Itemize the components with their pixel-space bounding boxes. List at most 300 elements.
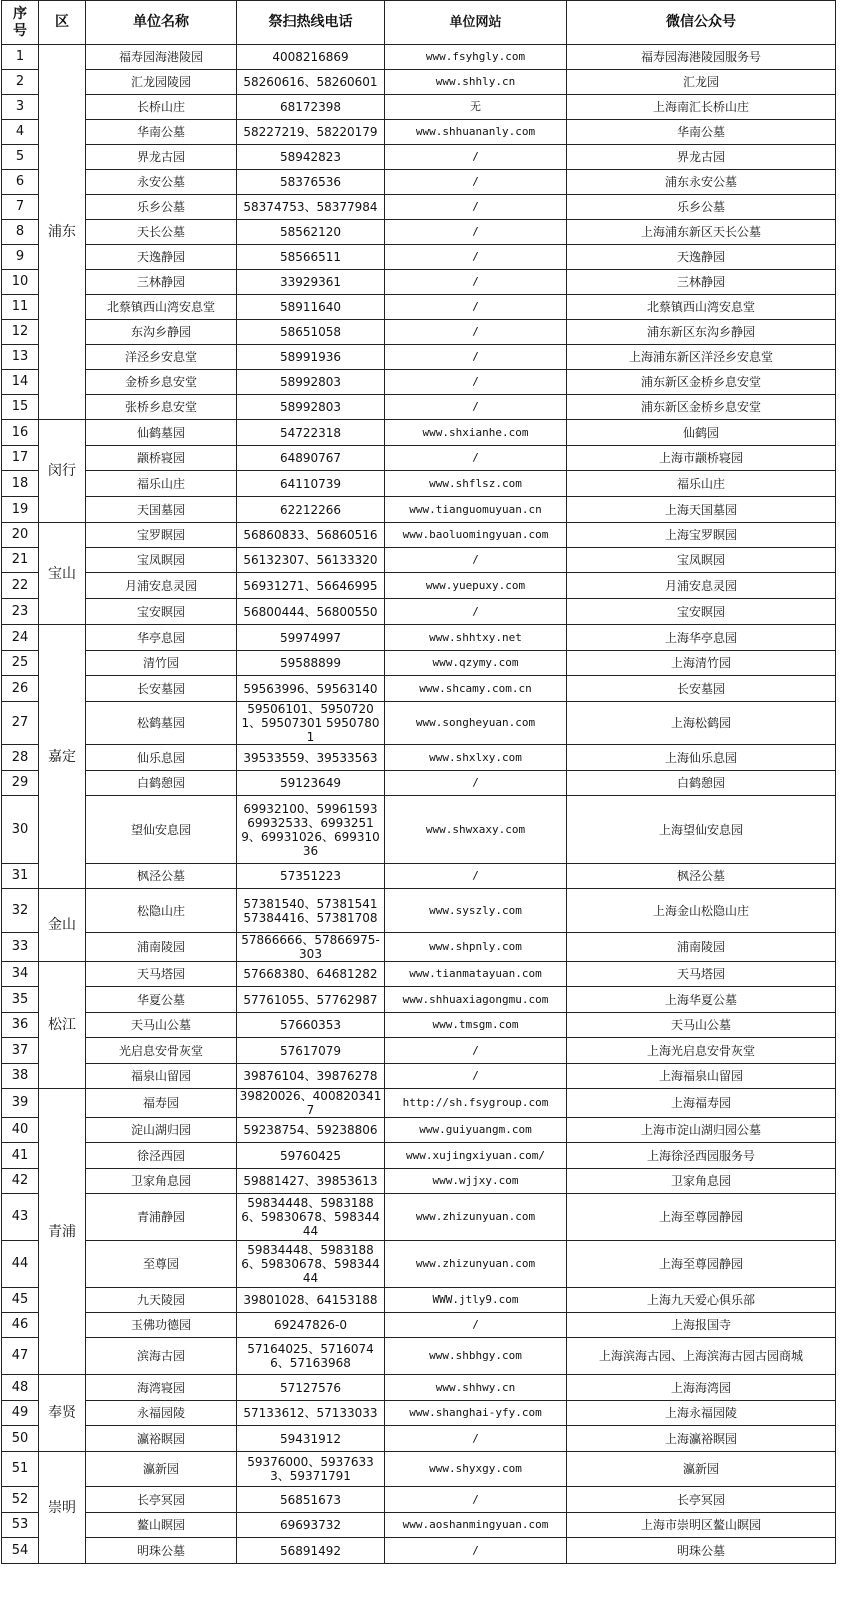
wechat-account: 上海至尊园静园	[567, 1194, 836, 1241]
wechat-account: 上海浦东新区天长公墓	[567, 220, 836, 245]
unit-name: 华南公墓	[86, 120, 237, 145]
unit-website: www.tianmatayuan.com	[385, 962, 567, 987]
row-index: 52	[2, 1487, 39, 1513]
unit-website: www.xujingxiyuan.com/	[385, 1143, 567, 1169]
unit-name: 福寿园	[86, 1089, 237, 1118]
district-cell: 崇明	[39, 1452, 86, 1564]
unit-name: 光启息安骨灰堂	[86, 1038, 237, 1064]
hotline-phone: 54722318	[237, 420, 385, 446]
table-row	[2, 1241, 836, 1288]
wechat-account: 浦东新区金桥乡息安堂	[567, 370, 836, 395]
hotline-phone: 59563996、59563140	[237, 676, 385, 702]
table-body	[2, 45, 836, 1564]
hotline-phone: 58227219、58220179	[237, 120, 385, 145]
row-index: 4	[2, 120, 39, 145]
row-index: 8	[2, 220, 39, 245]
table-row	[2, 523, 836, 548]
unit-website: www.zhizunyuan.com	[385, 1194, 567, 1241]
wechat-account: 上海华夏公墓	[567, 987, 836, 1013]
unit-name: 福泉山留园	[86, 1064, 237, 1089]
row-index: 33	[2, 933, 39, 962]
unit-website: www.zhizunyuan.com	[385, 1241, 567, 1288]
hotline-phone: 58566511	[237, 245, 385, 270]
table-row	[2, 933, 836, 962]
row-index: 35	[2, 987, 39, 1013]
unit-website: /	[385, 446, 567, 471]
wechat-account: 长安墓园	[567, 676, 836, 702]
row-index: 16	[2, 420, 39, 446]
table-row	[2, 599, 836, 625]
row-index: 14	[2, 370, 39, 395]
hotline-phone: 39820026、4008203417	[237, 1089, 385, 1118]
row-index: 20	[2, 523, 39, 548]
unit-name: 清竹园	[86, 651, 237, 676]
unit-name: 滨海古园	[86, 1338, 237, 1375]
unit-website: www.wjjxy.com	[385, 1169, 567, 1194]
table-row	[2, 370, 836, 395]
unit-name: 月浦安息灵园	[86, 573, 237, 599]
table-row	[2, 1487, 836, 1513]
wechat-account: 上海九天爱心俱乐部	[567, 1288, 836, 1313]
wechat-account: 上海福泉山留园	[567, 1064, 836, 1089]
row-index: 49	[2, 1401, 39, 1426]
table-row	[2, 573, 836, 599]
wechat-account: 上海市崇明区鳌山瞑园	[567, 1513, 836, 1538]
row-index: 41	[2, 1143, 39, 1169]
district-cell: 青浦	[39, 1089, 86, 1375]
wechat-account: 上海松鹤园	[567, 702, 836, 745]
hotline-phone: 58651058	[237, 320, 385, 345]
district-cell: 闵行	[39, 420, 86, 523]
unit-name: 宝罗瞑园	[86, 523, 237, 548]
wechat-account: 上海仙乐息园	[567, 745, 836, 771]
unit-website: /	[385, 145, 567, 170]
row-index: 34	[2, 962, 39, 987]
wechat-account: 浦东新区东沟乡静园	[567, 320, 836, 345]
wechat-account: 上海市颛桥寝园	[567, 446, 836, 471]
unit-name: 长桥山庄	[86, 95, 237, 120]
unit-name: 永安公墓	[86, 170, 237, 195]
wechat-account: 浦南陵园	[567, 933, 836, 962]
row-index: 45	[2, 1288, 39, 1313]
hotline-phone: 68172398	[237, 95, 385, 120]
hotline-phone: 56860833、56860516	[237, 523, 385, 548]
header-wechat: 微信公众号	[567, 1, 836, 45]
table-row	[2, 395, 836, 420]
unit-website: /	[385, 548, 567, 573]
wechat-account: 福乐山庄	[567, 471, 836, 497]
unit-name: 乐乡公墓	[86, 195, 237, 220]
unit-website: /	[385, 599, 567, 625]
row-index: 54	[2, 1538, 39, 1564]
unit-name: 天国墓园	[86, 497, 237, 523]
wechat-account: 上海至尊园静园	[567, 1241, 836, 1288]
wechat-account: 汇龙园	[567, 70, 836, 95]
unit-website: /	[385, 195, 567, 220]
hotline-phone: 59588899	[237, 651, 385, 676]
wechat-account: 卫家角息园	[567, 1169, 836, 1194]
unit-website: /	[385, 1426, 567, 1452]
unit-name: 张桥乡息安堂	[86, 395, 237, 420]
hotline-phone: 58942823	[237, 145, 385, 170]
unit-website: www.fsyhgly.com	[385, 45, 567, 70]
row-index: 3	[2, 95, 39, 120]
table-row	[2, 962, 836, 987]
row-index: 26	[2, 676, 39, 702]
table-row	[2, 1401, 836, 1426]
unit-website: /	[385, 1064, 567, 1089]
unit-name: 天长公墓	[86, 220, 237, 245]
wechat-account: 天马山公墓	[567, 1013, 836, 1038]
unit-website: http://sh.fsygroup.com	[385, 1089, 567, 1118]
hotline-phone: 59376000、59376333、59371791	[237, 1452, 385, 1487]
table-row	[2, 471, 836, 497]
table-row	[2, 1313, 836, 1338]
wechat-account: 仙鹤园	[567, 420, 836, 446]
table-row	[2, 1194, 836, 1241]
hotline-phone: 56132307、56133320	[237, 548, 385, 573]
wechat-account: 上海华亭息园	[567, 625, 836, 651]
table-row	[2, 889, 836, 933]
unit-name: 仙鹤墓园	[86, 420, 237, 446]
row-index: 1	[2, 45, 39, 70]
table-row	[2, 676, 836, 702]
wechat-account: 上海徐泾西园服务号	[567, 1143, 836, 1169]
row-index: 38	[2, 1064, 39, 1089]
row-index: 28	[2, 745, 39, 771]
unit-name: 颛桥寝园	[86, 446, 237, 471]
wechat-account: 月浦安息灵园	[567, 573, 836, 599]
hotline-phone: 57127576	[237, 1375, 385, 1401]
wechat-account: 上海滨海古园、上海滨海古园古园商城	[567, 1338, 836, 1375]
row-index: 36	[2, 1013, 39, 1038]
hotline-phone: 57351223	[237, 864, 385, 889]
table-row	[2, 1538, 836, 1564]
hotline-phone: 56931271、56646995	[237, 573, 385, 599]
unit-website: www.shanghai-yfy.com	[385, 1401, 567, 1426]
row-index: 25	[2, 651, 39, 676]
wechat-account: 上海浦东新区洋泾乡安息堂	[567, 345, 836, 370]
unit-name: 宝安瞑园	[86, 599, 237, 625]
hotline-phone: 57133612、57133033	[237, 1401, 385, 1426]
unit-website: /	[385, 370, 567, 395]
unit-website: www.shyxgy.com	[385, 1452, 567, 1487]
unit-name: 枫泾公墓	[86, 864, 237, 889]
table-row	[2, 987, 836, 1013]
unit-website: www.shwxaxy.com	[385, 796, 567, 864]
unit-website: /	[385, 320, 567, 345]
wechat-account: 上海金山松隐山庄	[567, 889, 836, 933]
hotline-phone: 69932100、59961593 69932533、69932519、69931026、69931036	[237, 796, 385, 864]
unit-website: www.guiyuangm.com	[385, 1118, 567, 1143]
unit-website: www.shbhgy.com	[385, 1338, 567, 1375]
unit-website: www.shhuaxiagongmu.com	[385, 987, 567, 1013]
wechat-account: 白鹤憩园	[567, 771, 836, 796]
hotline-phone: 57660353	[237, 1013, 385, 1038]
hotline-phone: 59834448、59831886、59830678、59834444	[237, 1194, 385, 1241]
wechat-account: 上海福寿园	[567, 1089, 836, 1118]
hotline-phone: 59760425	[237, 1143, 385, 1169]
unit-name: 海湾寝园	[86, 1375, 237, 1401]
unit-website: www.shcamy.com.cn	[385, 676, 567, 702]
wechat-account: 上海瀛裕瞑园	[567, 1426, 836, 1452]
unit-website: /	[385, 170, 567, 195]
unit-name: 界龙古园	[86, 145, 237, 170]
hotline-phone: 57761055、57762987	[237, 987, 385, 1013]
hotline-phone: 4008216869	[237, 45, 385, 70]
unit-name: 金桥乡息安堂	[86, 370, 237, 395]
hotline-phone: 58562120	[237, 220, 385, 245]
unit-name: 瀛裕瞑园	[86, 1426, 237, 1452]
table-row	[2, 170, 836, 195]
hotline-phone: 59974997	[237, 625, 385, 651]
hotline-phone: 56851673	[237, 1487, 385, 1513]
row-index: 30	[2, 796, 39, 864]
unit-name: 福乐山庄	[86, 471, 237, 497]
unit-website: www.shhtxy.net	[385, 625, 567, 651]
table-row	[2, 446, 836, 471]
unit-name: 浦南陵园	[86, 933, 237, 962]
row-index: 47	[2, 1338, 39, 1375]
unit-website: /	[385, 1538, 567, 1564]
wechat-account: 乐乡公墓	[567, 195, 836, 220]
unit-website: www.tianguomuyuan.cn	[385, 497, 567, 523]
unit-name: 汇龙园陵园	[86, 70, 237, 95]
unit-name: 松鹤墓园	[86, 702, 237, 745]
unit-website: www.shhuananly.com	[385, 120, 567, 145]
wechat-account: 天马塔园	[567, 962, 836, 987]
hotline-phone: 59834448、59831886、59830678、59834444	[237, 1241, 385, 1288]
wechat-account: 上海清竹园	[567, 651, 836, 676]
hotline-phone: 57866666、57866975-303	[237, 933, 385, 962]
table-row	[2, 345, 836, 370]
table-row	[2, 1089, 836, 1118]
header-phone: 祭扫热线电话	[237, 1, 385, 45]
header-row	[2, 1, 836, 45]
unit-website: www.syszly.com	[385, 889, 567, 933]
table-row	[2, 1064, 836, 1089]
unit-name: 青浦静园	[86, 1194, 237, 1241]
wechat-account: 北蔡镇西山湾安息堂	[567, 295, 836, 320]
unit-name: 长亭冥园	[86, 1487, 237, 1513]
hotline-phone: 69693732	[237, 1513, 385, 1538]
hotline-phone: 39533559、39533563	[237, 745, 385, 771]
row-index: 11	[2, 295, 39, 320]
unit-name: 徐泾西园	[86, 1143, 237, 1169]
wechat-account: 上海天国墓园	[567, 497, 836, 523]
wechat-account: 界龙古园	[567, 145, 836, 170]
row-index: 19	[2, 497, 39, 523]
row-index: 9	[2, 245, 39, 270]
hotline-phone: 39801028、64153188	[237, 1288, 385, 1313]
unit-website: www.shpnly.com	[385, 933, 567, 962]
row-index: 32	[2, 889, 39, 933]
row-index: 37	[2, 1038, 39, 1064]
unit-website: www.aoshanmingyuan.com	[385, 1513, 567, 1538]
hotline-phone: 62212266	[237, 497, 385, 523]
unit-name: 淀山湖归园	[86, 1118, 237, 1143]
hotline-phone: 58376536	[237, 170, 385, 195]
unit-website: /	[385, 1313, 567, 1338]
hotline-phone: 57381540、57381541 57384416、57381708	[237, 889, 385, 933]
unit-name: 玉佛功德园	[86, 1313, 237, 1338]
wechat-account: 上海宝罗瞑园	[567, 523, 836, 548]
hotline-phone: 58991936	[237, 345, 385, 370]
unit-website: WWW.jtly9.com	[385, 1288, 567, 1313]
table-row	[2, 1143, 836, 1169]
wechat-account: 上海海湾园	[567, 1375, 836, 1401]
hotline-phone: 58992803	[237, 370, 385, 395]
table-row	[2, 70, 836, 95]
row-index: 17	[2, 446, 39, 471]
unit-website: /	[385, 270, 567, 295]
hotline-phone: 58992803	[237, 395, 385, 420]
row-index: 24	[2, 625, 39, 651]
unit-website: /	[385, 345, 567, 370]
unit-name: 至尊园	[86, 1241, 237, 1288]
unit-name: 仙乐息园	[86, 745, 237, 771]
row-index: 29	[2, 771, 39, 796]
district-cell: 嘉定	[39, 625, 86, 889]
header-name: 单位名称	[86, 1, 237, 45]
table-row	[2, 45, 836, 70]
row-index: 31	[2, 864, 39, 889]
row-index: 46	[2, 1313, 39, 1338]
row-index: 15	[2, 395, 39, 420]
table-row	[2, 625, 836, 651]
row-index: 51	[2, 1452, 39, 1487]
table-row	[2, 420, 836, 446]
table-row	[2, 1038, 836, 1064]
table-row	[2, 796, 836, 864]
row-index: 21	[2, 548, 39, 573]
row-index: 22	[2, 573, 39, 599]
table-row	[2, 1118, 836, 1143]
unit-name: 天逸静园	[86, 245, 237, 270]
table-row	[2, 745, 836, 771]
table-row	[2, 1426, 836, 1452]
row-index: 6	[2, 170, 39, 195]
unit-website: www.tmsgm.com	[385, 1013, 567, 1038]
unit-name: 望仙安息园	[86, 796, 237, 864]
row-index: 39	[2, 1089, 39, 1118]
row-index: 44	[2, 1241, 39, 1288]
unit-name: 松隐山庄	[86, 889, 237, 933]
table-row	[2, 270, 836, 295]
unit-website: www.yuepuxy.com	[385, 573, 567, 599]
row-index: 23	[2, 599, 39, 625]
header-index: 序号	[2, 1, 39, 45]
row-index: 50	[2, 1426, 39, 1452]
hotline-phone: 57164025、57160746、57163968	[237, 1338, 385, 1375]
unit-name: 白鹤憩园	[86, 771, 237, 796]
unit-name: 瀛新园	[86, 1452, 237, 1487]
header-district: 区	[39, 1, 86, 45]
table-row	[2, 245, 836, 270]
hotline-phone: 57668380、64681282	[237, 962, 385, 987]
table-row	[2, 497, 836, 523]
row-index: 18	[2, 471, 39, 497]
hotline-phone: 64890767	[237, 446, 385, 471]
table-row	[2, 120, 836, 145]
table-row	[2, 771, 836, 796]
unit-name: 长安墓园	[86, 676, 237, 702]
hotline-phone: 59881427、39853613	[237, 1169, 385, 1194]
hotline-phone: 33929361	[237, 270, 385, 295]
unit-website: /	[385, 1038, 567, 1064]
unit-name: 华夏公墓	[86, 987, 237, 1013]
table-row	[2, 1338, 836, 1375]
unit-website: /	[385, 1487, 567, 1513]
unit-name: 鳌山瞑园	[86, 1513, 237, 1538]
row-index: 27	[2, 702, 39, 745]
unit-website: /	[385, 771, 567, 796]
unit-name: 天马山公墓	[86, 1013, 237, 1038]
unit-name: 华亭息园	[86, 625, 237, 651]
hotline-phone: 59506101、59507201、59507301 59507801	[237, 702, 385, 745]
wechat-account: 上海光启息安骨灰堂	[567, 1038, 836, 1064]
unit-website: www.qzymy.com	[385, 651, 567, 676]
hotline-phone: 64110739	[237, 471, 385, 497]
table-row	[2, 1452, 836, 1487]
wechat-account: 天逸静园	[567, 245, 836, 270]
table-row	[2, 651, 836, 676]
table-row	[2, 1169, 836, 1194]
unit-name: 福寿园海港陵园	[86, 45, 237, 70]
wechat-account: 上海市淀山湖归园公墓	[567, 1118, 836, 1143]
wechat-account: 上海望仙安息园	[567, 796, 836, 864]
row-index: 53	[2, 1513, 39, 1538]
hotline-phone: 39876104、39876278	[237, 1064, 385, 1089]
wechat-account: 宝安瞑园	[567, 599, 836, 625]
row-index: 40	[2, 1118, 39, 1143]
table-row	[2, 320, 836, 345]
wechat-account: 上海报国寺	[567, 1313, 836, 1338]
wechat-account: 宝凤瞑园	[567, 548, 836, 573]
wechat-account: 浦东永安公墓	[567, 170, 836, 195]
hotline-phone: 58911640	[237, 295, 385, 320]
hotline-phone: 58260616、58260601	[237, 70, 385, 95]
wechat-account: 福寿园海港陵园服务号	[567, 45, 836, 70]
unit-website: 无	[385, 95, 567, 120]
wechat-account: 明珠公墓	[567, 1538, 836, 1564]
unit-name: 宝凤瞑园	[86, 548, 237, 573]
unit-website: www.shhly.cn	[385, 70, 567, 95]
unit-website: /	[385, 295, 567, 320]
unit-website: www.baoluomingyuan.com	[385, 523, 567, 548]
unit-website: www.shflsz.com	[385, 471, 567, 497]
unit-website: /	[385, 395, 567, 420]
table-row	[2, 1513, 836, 1538]
header-website: 单位网站	[385, 1, 567, 45]
district-cell: 宝山	[39, 523, 86, 625]
unit-name: 北蔡镇西山湾安息堂	[86, 295, 237, 320]
wechat-account: 上海永福园陵	[567, 1401, 836, 1426]
district-cell: 金山	[39, 889, 86, 962]
unit-website: /	[385, 864, 567, 889]
unit-name: 三林静园	[86, 270, 237, 295]
hotline-phone: 59238754、59238806	[237, 1118, 385, 1143]
unit-website: www.shxlxy.com	[385, 745, 567, 771]
wechat-account: 浦东新区金桥乡息安堂	[567, 395, 836, 420]
row-index: 2	[2, 70, 39, 95]
table-row	[2, 1013, 836, 1038]
unit-name: 洋泾乡安息堂	[86, 345, 237, 370]
unit-name: 明珠公墓	[86, 1538, 237, 1564]
cemetery-table	[1, 0, 836, 1564]
table-row	[2, 220, 836, 245]
row-index: 43	[2, 1194, 39, 1241]
